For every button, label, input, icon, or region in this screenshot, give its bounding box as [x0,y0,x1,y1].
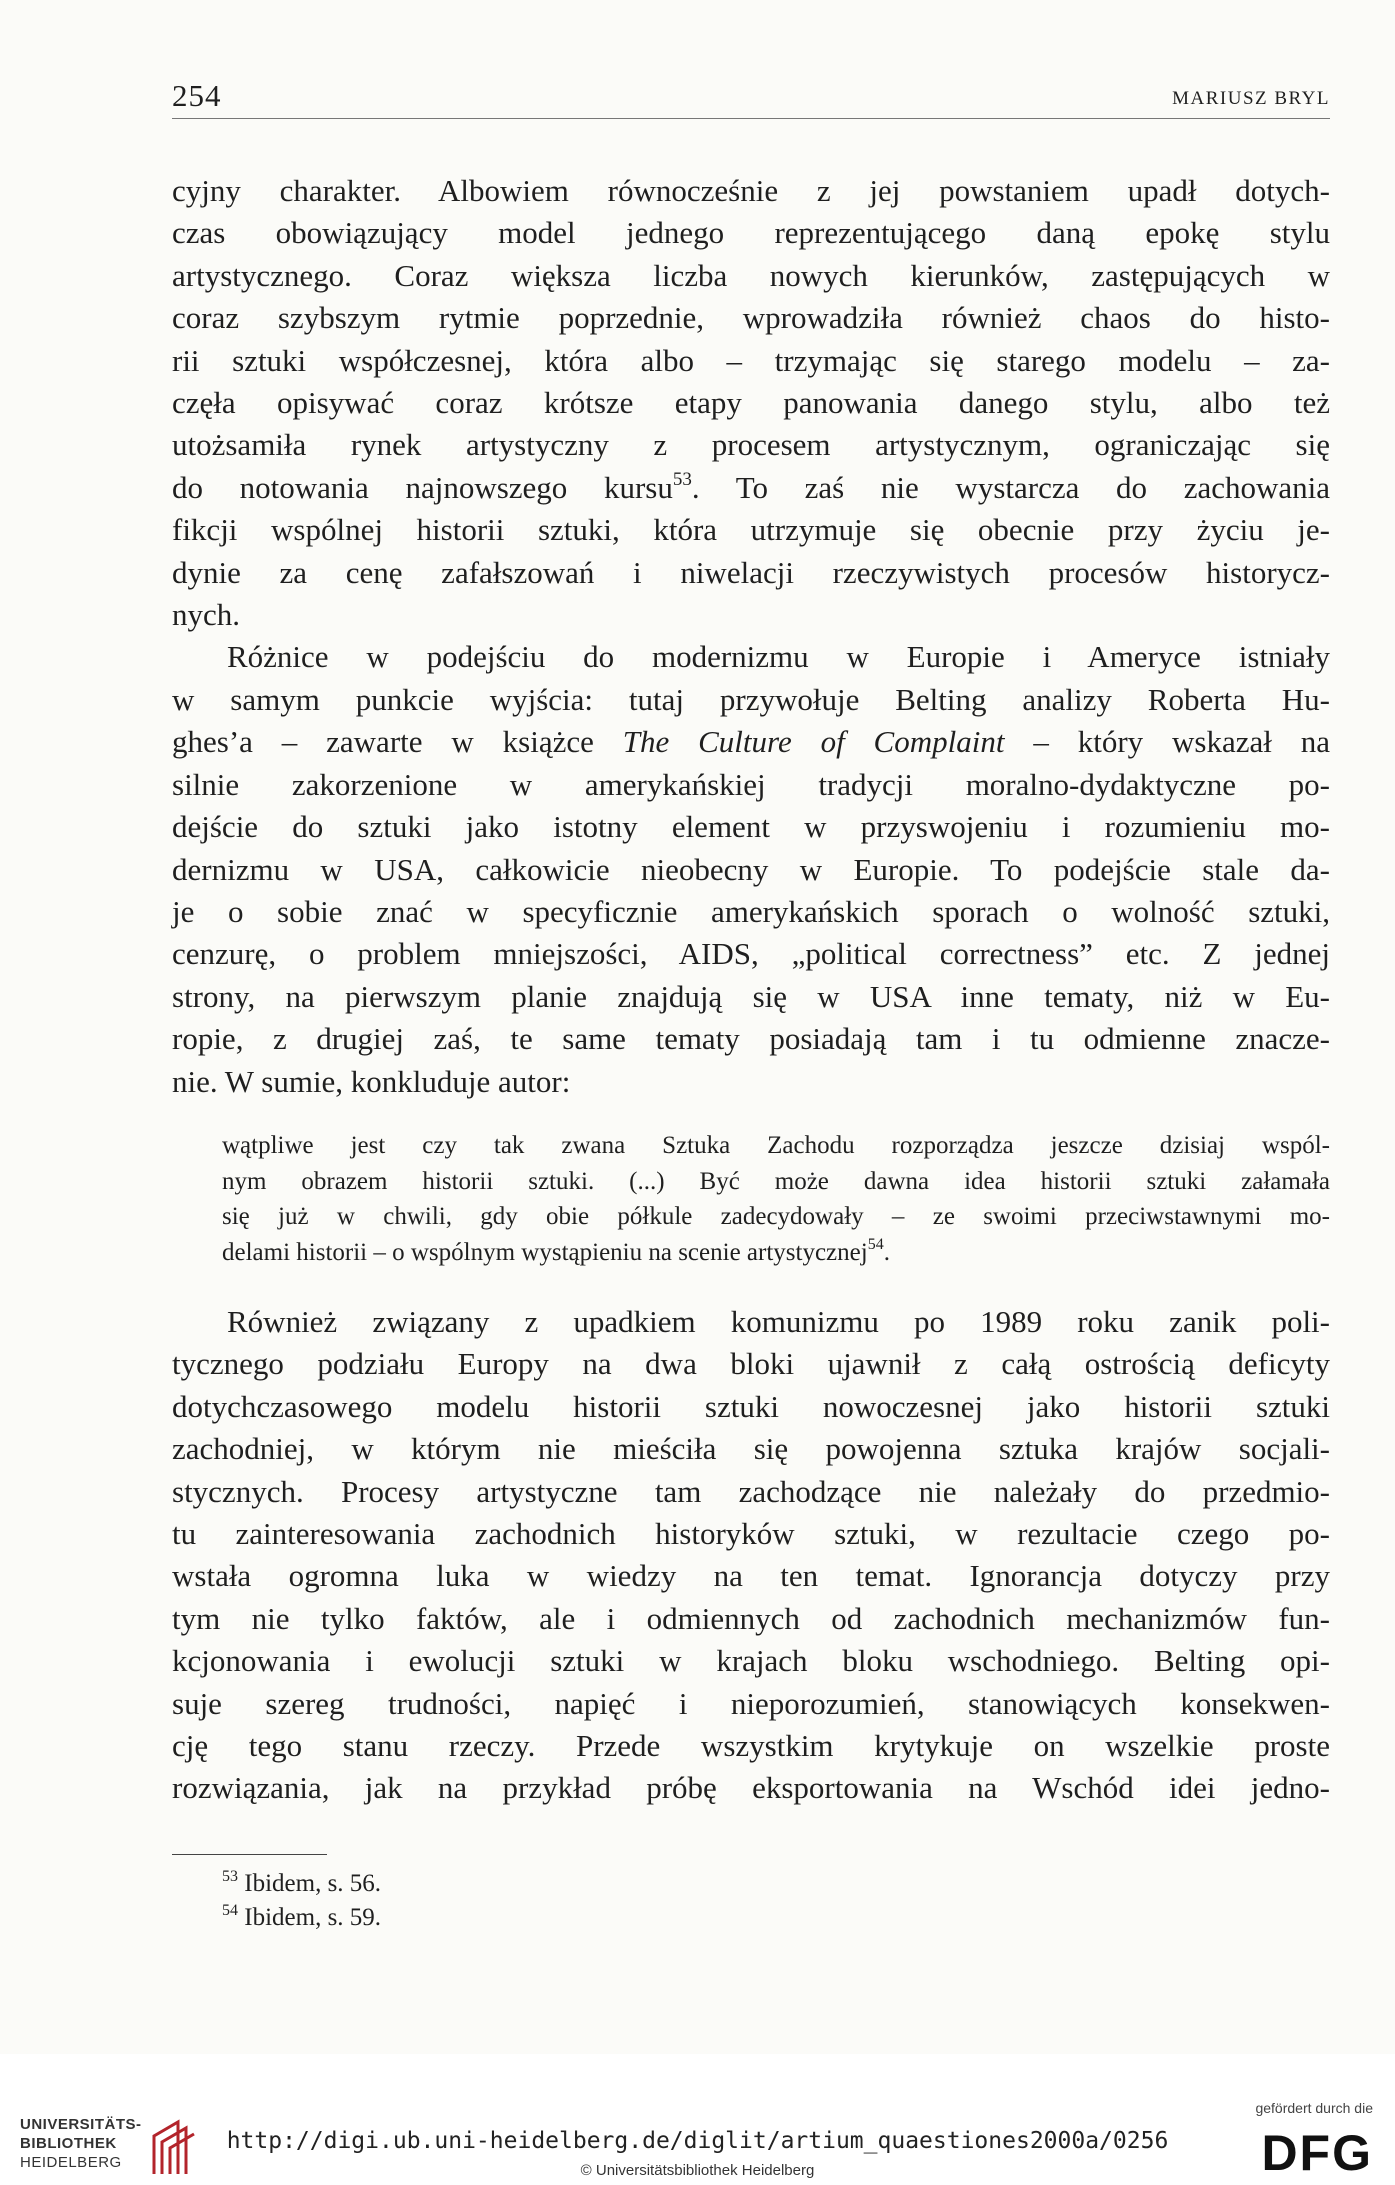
library-name-line: UNIVERSITÄTS- [20,2116,142,2133]
footnote-text: Ibidem, s. 56. [238,1870,382,1897]
text-line: Różnice w podejściu do modernizmu w Europie i Ameryce istniały [227,639,1330,675]
text-line: Również związany z upadkiem komunizmu po 1989 roku zanik poli- [227,1304,1330,1339]
footnote-number: 53 [222,1868,238,1885]
text-line: coraz szybszym rytmie poprzednie, wprowadziła również chaos do histo- [172,300,1330,336]
library-name-line: BIBLIOTHEK [20,2135,117,2152]
text-line: fikcji wspólnej historii sztuki, która utrzymuje się obecnie przy życiu je- [172,512,1330,548]
text-segment: . To zaś nie wystarcza do zachowania [691,469,1330,505]
funding-logo [1233,2100,1373,2180]
text-line: je o sobie znać w specyficznie amerykańskich sporach o wolność sztuki, [172,893,1330,929]
text-line: dotychczasowego modelu historii sztuki nowoczesnej jako historii sztuki [172,1388,1330,1424]
text-segment: . [883,1238,890,1266]
header-rule [172,118,1330,119]
text-line: nie. W sumie, konkluduje autor: [172,1063,571,1099]
library-name-line: HEIDELBERG [20,2154,122,2171]
footnote-separator [172,1854,327,1855]
footnote [222,1901,381,1935]
text-line: silnie zakorzenione w amerykańskiej tradycji moralno-dydaktyczne po- [172,766,1330,802]
text-line: w samym punkcie wyjścia: tutaj przywołuje Belting analizy Roberta Hu- [172,681,1330,717]
body-text-continued [172,1301,1330,1810]
text-line: cyjny charakter. Albowiem równocześnie z jej powstaniem upadł dotych- [172,173,1330,208]
text-line: artystycznego. Coraz większa liczba nowych kierunków, zastępujących w [172,257,1330,293]
text-line: dejście do sztuki jako istotny element w przyswojeniu i rozumieniu mo- [172,809,1330,845]
source-url[interactable]: http://digi.ub.uni-heidelberg.de/diglit/artium_quaestiones2000a/0256 [226,2128,1169,2154]
footnote-ref-53[interactable]: 53 [672,468,692,490]
text-line: tu zainteresowania zachodnich historyków sztuki, w rezultacie czego po- [172,1516,1330,1552]
footnote-text: Ibidem, s. 59. [238,1904,382,1931]
text-line: stycznych. Procesy artystyczne tam zachodzące nie należały do przedmio- [172,1473,1330,1509]
quote-line: wątpliwe jest czy tak zwana Sztuka Zachodu rozporządza jeszcze dzisiaj wspól- [222,1132,1330,1159]
text-segment: – który wskazał na [1004,724,1331,760]
text-line: strony, na pierwszym planie znajdują się w USA inne tematy, niż w Eu- [172,978,1330,1014]
copyright-notice: © Universitätsbibliothek Heidelberg [580,2162,815,2179]
quote-line [222,1235,1330,1271]
footnote-ref-54[interactable]: 54 [867,1235,884,1253]
text-line: rii sztuki współczesnej, która albo – trzymając się starego modelu – za- [172,342,1330,378]
text-line: dynie za cenę zafałszowań i niwelacji rzeczywistych procesów historycz- [172,554,1330,590]
page-header [172,78,1330,120]
text-line: wstała ogromna luka w wiedzy na ten temat. Ignorancja dotyczy przy [172,1558,1330,1594]
text-line: tycznego podziału Europy na dwa bloki ujawnił z całą ostrością deficyty [172,1346,1330,1382]
text-line: suje szereg trudności, napięć i nieporozumień, stanowiących konsekwen- [172,1685,1330,1721]
text-line: kcjonowania i ewolucji sztuki w krajach bloku wschodniego. Belting opi- [172,1643,1330,1679]
text-line [172,721,1330,763]
footnote [222,1867,381,1901]
text-line: ropie, z drugiej zaś, te same tematy posiadają tam i tu odmienne znacze- [172,1021,1330,1057]
text-segment: delami historii – o wspólnym wystąpieniu na scenie artystycznej [222,1238,868,1266]
dfg-logo: DFG [1261,2125,1373,2181]
digitization-footer [0,2054,1395,2185]
text-line: tym nie tylko faktów, ale i odmiennych od zachodnich mechanizmów fun- [172,1600,1330,1636]
text-line: dernizmu w USA, całkowicie nieobecny w Europie. To podejście stale da- [172,851,1330,887]
text-line: czas obowiązujący model jednego reprezentującego daną epokę stylu [172,215,1330,251]
quote-line: nym obrazem historii sztuki. (...) Być może dawna idea historii sztuki załamała [222,1167,1330,1195]
text-line: cję tego stanu rzeczy. Przede wszystkim krytykuje on wszelkie proste [172,1728,1330,1764]
footnote-number: 54 [222,1902,238,1919]
paragraph [172,170,1330,636]
text-line: zachodniej, w którym nie mieściła się powojenna sztuka krajów socjali- [172,1431,1330,1467]
text-line [172,467,1330,509]
text-line: częła opisywać coraz krótsze etapy panowania danego stylu, albo też [172,385,1330,421]
book-title: The Culture of Complaint [622,724,1005,760]
funded-by-caption: gefördert durch die [1255,2100,1373,2116]
running-head: MARIUSZ BRYL [1172,88,1330,109]
text-line: rozwiązania, jak na przykład próbę eksportowania na Wschód idei jedno- [172,1770,1330,1806]
page-number: 254 [172,78,222,113]
paragraph [172,636,1330,1102]
footnotes [222,1867,381,1935]
text-segment: do notowania najnowszego kursu [172,469,673,505]
text-line: cenzurę, o problem mniejszości, AIDS, „political correctness” etc. Z jednej [172,936,1330,972]
text-line: nych. [172,597,241,633]
text-line: utożsamiła rynek artystyczny z procesem artystycznym, ograniczając się [172,427,1330,463]
quote-line: się już w chwili, gdy obie półkule zadecydowały – ze swoimi przeciwstawnymi mo- [222,1203,1330,1231]
body-text [172,170,1330,1103]
block-quote [222,1128,1330,1270]
text-segment: ghes’a – zawarte w książce [172,724,623,760]
paragraph [172,1301,1330,1810]
